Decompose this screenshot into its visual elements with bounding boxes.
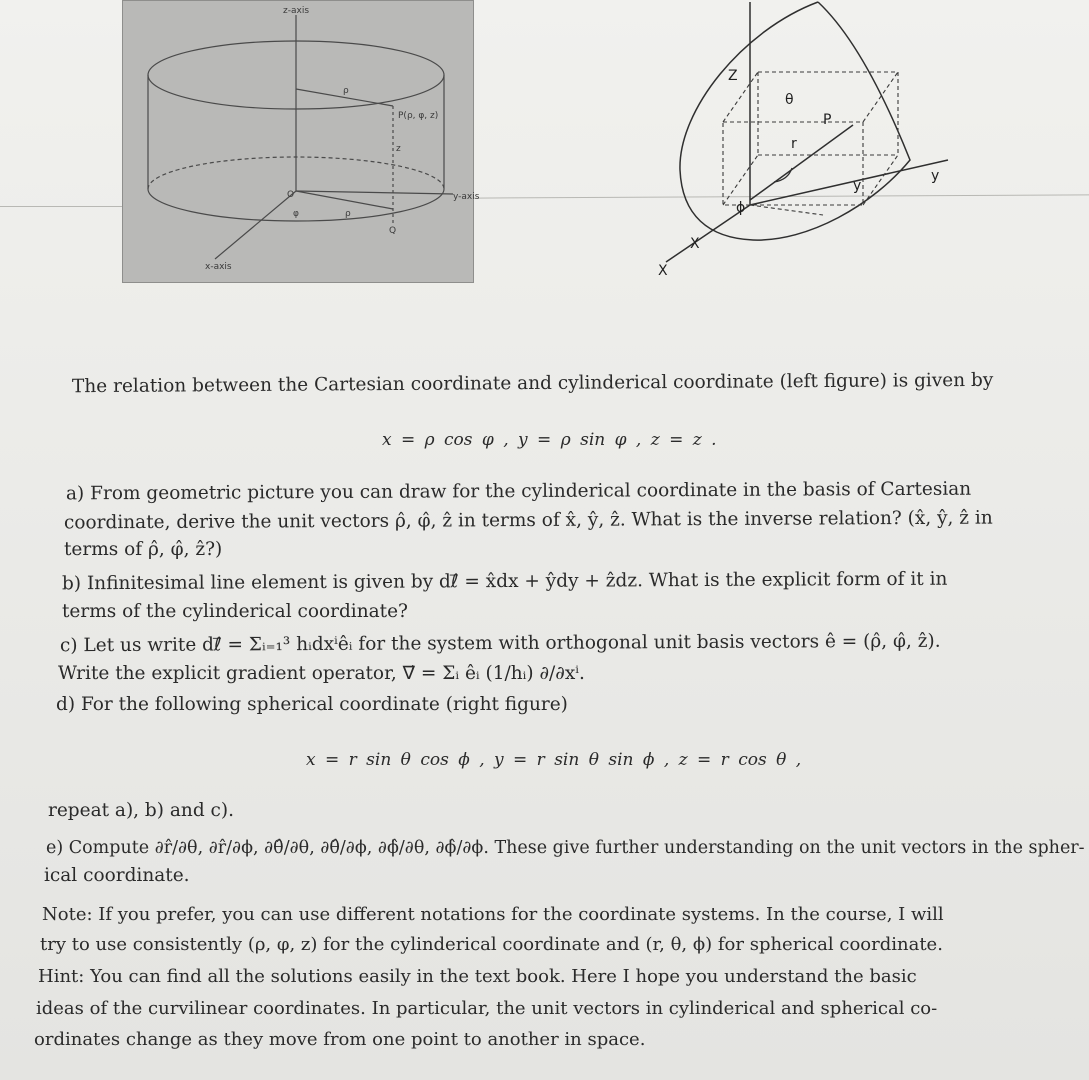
spherical-figure	[648, 0, 988, 290]
box-front	[723, 122, 863, 205]
y-axis-line	[296, 191, 453, 194]
x-axis-line	[215, 191, 296, 259]
projection-line	[750, 205, 823, 215]
part-b-line-2: terms of the cylinderical coordinate?	[62, 601, 408, 622]
z-label: Z	[728, 68, 738, 84]
hint-line-3: ordinates change as they move from one point to another in space.	[34, 1029, 646, 1050]
x-axis-label: x-axis	[205, 262, 232, 272]
phi-label: φ	[293, 209, 299, 219]
cylindrical-equations: x = ρ cos φ , y = ρ sin φ , z = z .	[382, 430, 717, 450]
part-a-line-3: terms of ρ̂, φ̂, ẑ?)	[64, 539, 223, 560]
hint-line-2: ideas of the curvilinear coordinates. In particular, the unit vectors in cylinderical and spherical co-	[36, 998, 938, 1019]
x-outer-label: X	[658, 263, 668, 279]
part-a-line-2: coordinate, derive the unit vectors ρ̂, φ̂, ẑ in terms of x̂, ŷ, ẑ. What is the inverse relation? (x̂, ŷ, ẑ in	[63, 507, 993, 534]
part-c-line-1: c) Let us write dℓ⃗ = Σᵢ₌₁³ hᵢdxⁱêᵢ for the system with orthogonal unit basis vectors ê = (ρ̂, φ̂, ẑ).	[59, 630, 941, 657]
rho-top-label: ρ	[343, 86, 349, 96]
q-label: Q	[389, 226, 397, 236]
note-line-1: Note: If you prefer, you can use different notations for the coordinate systems. In the course, I will	[42, 904, 944, 925]
sphere-y-axis	[750, 160, 948, 205]
paper-rule-left	[0, 206, 122, 207]
spherical-diagram	[648, 0, 988, 290]
part-e-line-2: ical coordinate.	[44, 865, 190, 886]
part-a-line-1: a) From geometric picture you can draw for the cylinderical coordinate in the basis of Cartesian	[65, 478, 972, 505]
part-e-line-1: e) Compute ∂r̂/∂θ, ∂r̂/∂ϕ, ∂θ̂/∂θ, ∂θ̂/∂ϕ, ∂ϕ̂/∂θ, ∂ϕ̂/∂ϕ. These give further understanding on the unit vectors in the spher-	[46, 838, 1085, 858]
point-label: P(ρ, φ, z)	[398, 111, 439, 121]
z-mark-label: z	[396, 144, 401, 154]
part-b-line-1: b) Infinitesimal line element is given by dℓ⃗ = x̂dx + ŷdy + ẑdz. What is the explicit form of it in	[61, 568, 948, 595]
theta-label: θ	[785, 92, 794, 108]
cylindrical-figure	[122, 0, 480, 283]
phi-label: ϕ	[736, 200, 746, 216]
sphere-outline	[680, 2, 910, 240]
part-d-line-1: d) For the following spherical coordinate (right figure)	[56, 694, 568, 715]
y-inner-label: y	[853, 178, 862, 194]
y-axis-label: y-axis	[453, 192, 480, 202]
note-line-2: try to use consistently (ρ, φ, z) for the cylinderical coordinate and (r, θ, ϕ) for spherical coordinate.	[40, 934, 943, 955]
spherical-equations: x = r sin θ cos ϕ , y = r sin θ sin ϕ , z = r cos θ ,	[306, 750, 802, 770]
origin-label: O	[287, 190, 295, 200]
r-label: r	[791, 136, 797, 152]
rho-bottom-line	[296, 191, 393, 209]
hint-line-1: Hint: You can find all the solutions easily in the text book. Here I hope you understand the basic	[38, 966, 917, 987]
radius-line	[750, 125, 853, 200]
z-axis-label: z-axis	[283, 6, 310, 16]
repeat-text: repeat a), b) and c).	[48, 800, 235, 821]
part-c-line-2: Write the explicit gradient operator, ∇⃗ = Σᵢ êᵢ (1/hᵢ) ∂/∂xⁱ.	[58, 663, 585, 684]
rho-bottom-label: ρ	[345, 209, 351, 219]
y-outer-label: y	[931, 168, 940, 184]
cylindrical-diagram	[123, 1, 480, 284]
intro-text: The relation between the Cartesian coordinate and cylinderical coordinate (left figure) is given by	[71, 369, 994, 398]
p-label: P	[823, 112, 832, 128]
x-inner-label: X	[690, 236, 700, 252]
